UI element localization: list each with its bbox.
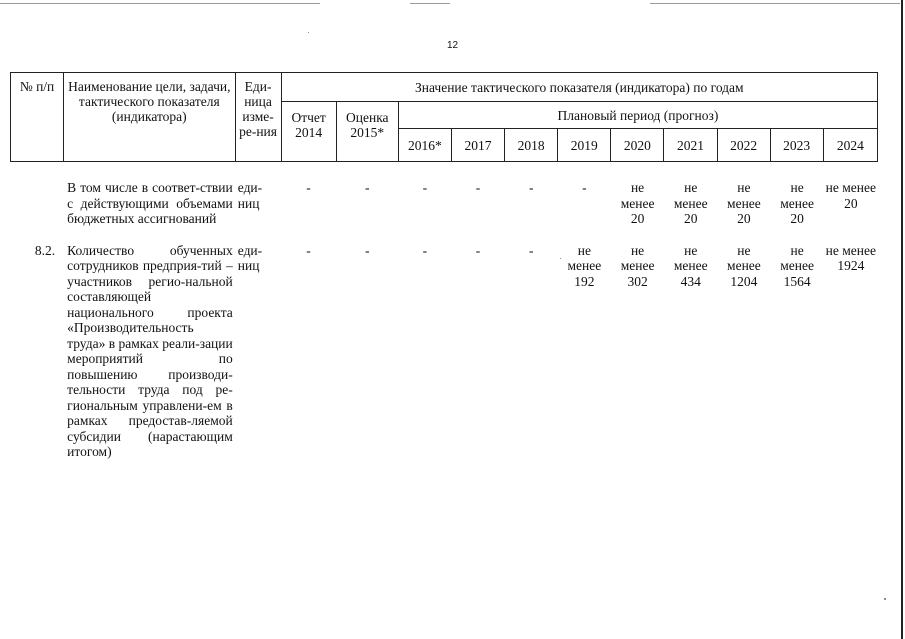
table-row bbox=[10, 176, 878, 243]
row-value: не менее 1564 bbox=[780, 242, 814, 289]
header-year: 2018 bbox=[505, 129, 558, 162]
row-value: не менее 434 bbox=[673, 242, 708, 289]
table-row bbox=[10, 243, 878, 460]
row-value: - bbox=[528, 180, 534, 195]
row-value: не менее 20 bbox=[825, 180, 877, 211]
row-value: - bbox=[364, 180, 370, 195]
header-report: Отчет 2014 bbox=[281, 102, 336, 162]
row-number bbox=[10, 176, 63, 243]
row-value: не менее 20 bbox=[780, 180, 814, 226]
page-edge bbox=[901, 0, 903, 639]
scan-speck bbox=[308, 32, 309, 33]
row-name: В том числе в соответ-ствии с действующими объемами бюджетных ассигнований bbox=[67, 180, 233, 226]
header-year: 2022 bbox=[717, 129, 770, 162]
row-value: не менее 1204 bbox=[727, 242, 761, 289]
row-value: не менее 1924 bbox=[825, 242, 877, 273]
indicator-table-body bbox=[10, 176, 878, 460]
row-value: не менее 20 bbox=[673, 180, 708, 226]
header-year: 2024 bbox=[823, 129, 877, 162]
header-year: 2023 bbox=[770, 129, 823, 162]
row-value: - bbox=[582, 180, 587, 195]
row-value: не менее 192 bbox=[567, 242, 602, 289]
row-value: - bbox=[364, 242, 370, 258]
header-year: 2021 bbox=[664, 129, 717, 162]
row-value: - bbox=[306, 242, 311, 258]
row-value: - bbox=[422, 180, 428, 195]
row-value: - bbox=[475, 180, 481, 195]
header-estimate: Оценка 2015* bbox=[336, 102, 398, 162]
row-value: - bbox=[528, 242, 534, 258]
scan-line-mid bbox=[410, 3, 450, 4]
row-value: - bbox=[306, 180, 311, 195]
header-year: 2016* bbox=[398, 129, 451, 162]
indicator-table-header bbox=[10, 72, 878, 162]
row-value: не менее 302 bbox=[620, 242, 655, 289]
header-year: 2020 bbox=[611, 129, 664, 162]
header-year: 2017 bbox=[451, 129, 504, 162]
row-unit: еди-ниц bbox=[237, 180, 263, 211]
row-number: 8.2. bbox=[34, 242, 56, 258]
header-year: 2019 bbox=[558, 129, 611, 162]
row-name: Количество обученных сотрудников предприя-тий – участников регио-нальной составляющей национального проекта «Производительность труда» в рамках реали-зации мероприятий по повышению производи-тельности труда под ре-гиональным управлени-ем в рамках предостав-ляемой субсидии (нарастающим итогом) bbox=[67, 242, 233, 459]
header-name: Наименование цели, задачи, тактического показателя (индикатора) bbox=[64, 73, 235, 162]
scan-line-right bbox=[650, 3, 900, 4]
page-number: 12 bbox=[446, 40, 459, 51]
scan-speck bbox=[560, 258, 561, 259]
header-num: № п/п bbox=[11, 73, 64, 162]
row-value: - bbox=[475, 242, 481, 258]
row-value: не менее 20 bbox=[620, 180, 655, 226]
row-value: - bbox=[422, 242, 428, 258]
header-group: Значение тактического показателя (индикатора) по годам bbox=[281, 73, 877, 102]
header-plan: Плановый период (прогноз) bbox=[398, 102, 877, 129]
scan-speck bbox=[884, 598, 886, 600]
scan-line-left bbox=[0, 3, 320, 4]
row-value: не менее 20 bbox=[727, 180, 761, 226]
row-unit: еди-ниц bbox=[237, 242, 263, 273]
header-unit: Еди-ница изме-ре-ния bbox=[235, 73, 281, 162]
